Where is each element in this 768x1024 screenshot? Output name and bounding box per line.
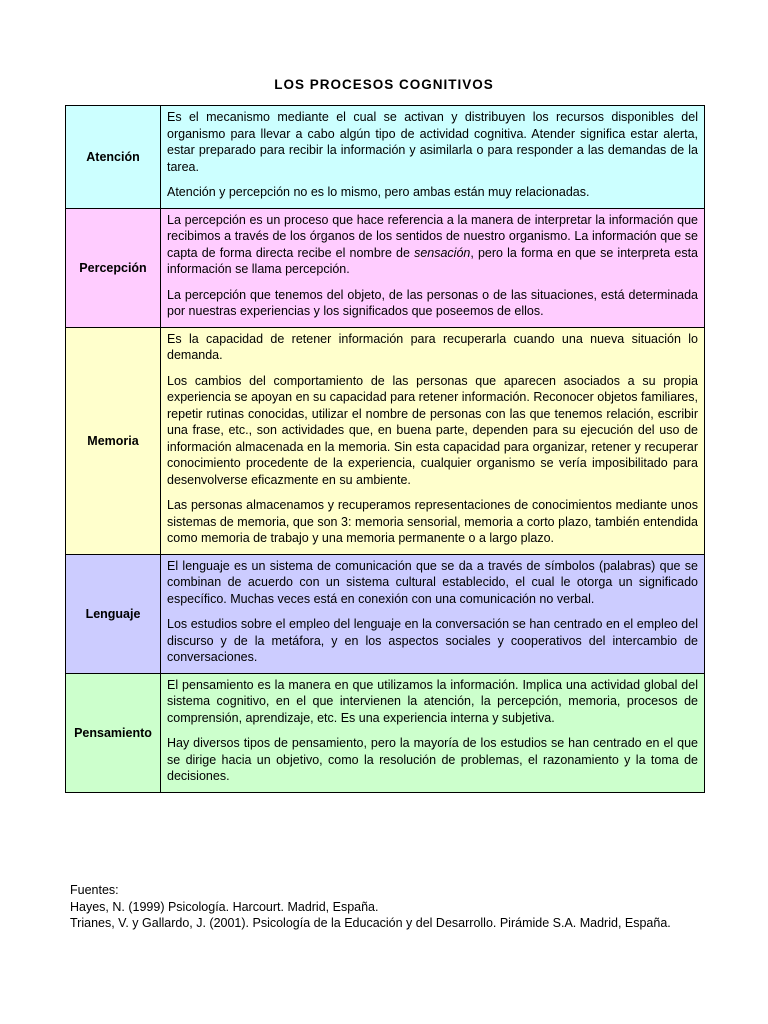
paragraph: El lenguaje es un sistema de comunicación que se da a través de símbolos (palabras) que se combinan de acuerdo con un sistema cultural establecido, el cual le otorga un significado específico. Muchas veces está en conexión con una comunicación no verbal.	[167, 558, 698, 606]
term-cell: Memoria	[66, 327, 161, 554]
page-title: LOS PROCESOS COGNITIVOS	[274, 77, 494, 92]
table-row-lenguaje	[66, 554, 705, 673]
paragraph-text: La percepción es un proceso que hace referencia a la manera de interpretar la información que recibimos a través de los órganos de los sentidos de nuestro organismo. La información que se capta de forma directa recibe el nombre de	[167, 212, 698, 260]
italic-term: sensación	[414, 245, 471, 260]
table-row-pensamiento	[66, 673, 705, 792]
sources-heading: Fuentes:	[70, 883, 119, 897]
source-item: Hayes, N. (1999) Psicología. Harcourt. Madrid, España.	[70, 899, 379, 914]
description-cell	[161, 673, 705, 792]
paragraph: El pensamiento es la manera en que utilizamos la información. Implica una actividad global del sistema cognitivo, en el que intervienen la atención, la percepción, memoria, procesos de comprensión, aprendizaje, etc. Es una experiencia interna y subjetiva.	[167, 677, 698, 725]
description-cell	[161, 554, 705, 673]
table-row-memoria	[66, 327, 705, 554]
paragraph: Atención y percepción no es lo mismo, pero ambas están muy relacionadas.	[167, 185, 590, 199]
term-cell: Lenguaje	[66, 554, 161, 673]
paragraph: Los estudios sobre el empleo del lenguaje en la conversación se han centrado en el empleo del discurso y de la metáfora, y en los aspectos sociales y cooperativos del intercambio de conversaciones.	[167, 617, 698, 664]
table-row-percepcion	[66, 208, 705, 327]
description-cell	[161, 327, 705, 554]
paragraph-text: , pero la forma en que se interpreta esta información se llama percepción.	[167, 245, 698, 276]
term-cell: Atención	[66, 106, 161, 209]
paragraph: Es la capacidad de retener información para recuperarla cuando una nueva situación lo demanda.	[167, 331, 698, 362]
paragraph: Las personas almacenamos y recuperamos representaciones de conocimientos mediante unos sistemas de memoria, que son 3: memoria sensorial, memoria a corto plazo, también entendida como memoria de trabajo y una memoria permanente o a largo plazo.	[167, 498, 698, 545]
paragraph: La percepción que tenemos del objeto, de las personas o de las situaciones, está determinada por nuestras experiencias y los significados que poseemos de ellos.	[167, 287, 698, 318]
paragraph: Los cambios del comportamiento de las personas que aparecen asociados a su propia experiencia se apoyan en su capacidad para retener información. Reconocer objetos familiares, repetir rutinas conocidas, utilizar el nombre de personas con las que tenemos relación, escribir una frase, etc., son actividades que, en buena parte, dependen para su ejecución del uso de información almacenada en la memoria. Sin esta capacidad para organizar, retener y recuperar conocimiento procedente de la experiencia, cualquier organismo se vería imposibilitado para desenvolverse eficazmente en su ambiente.	[167, 373, 698, 487]
term-cell: Pensamiento	[66, 673, 161, 792]
paragraph	[167, 212, 698, 278]
description-cell	[161, 106, 705, 209]
cognitive-processes-table	[65, 105, 705, 793]
table-row-atencion	[66, 106, 705, 209]
term-cell: Percepción	[66, 208, 161, 327]
sources-section	[70, 882, 698, 932]
paragraph: Hay diversos tipos de pensamiento, pero la mayoría de los estudios se han centrado en el que se dirige hacia un objetivo, como la resolución de problemas, el razonamiento y la toma de decisiones.	[167, 736, 698, 783]
source-item: Trianes, V. y Gallardo, J. (2001). Psicología de la Educación y del Desarrollo. Pirámide S.A. Madrid, España.	[70, 916, 671, 930]
paragraph: Es el mecanismo mediante el cual se activan y distribuyen los recursos disponibles del organismo para llevar a cabo algún tipo de actividad cognitiva. Atender significa estar alerta, estar preparado para recibir la información y asimilarla o para responder a las demandas de la tarea.	[167, 110, 698, 174]
description-cell	[161, 208, 705, 327]
